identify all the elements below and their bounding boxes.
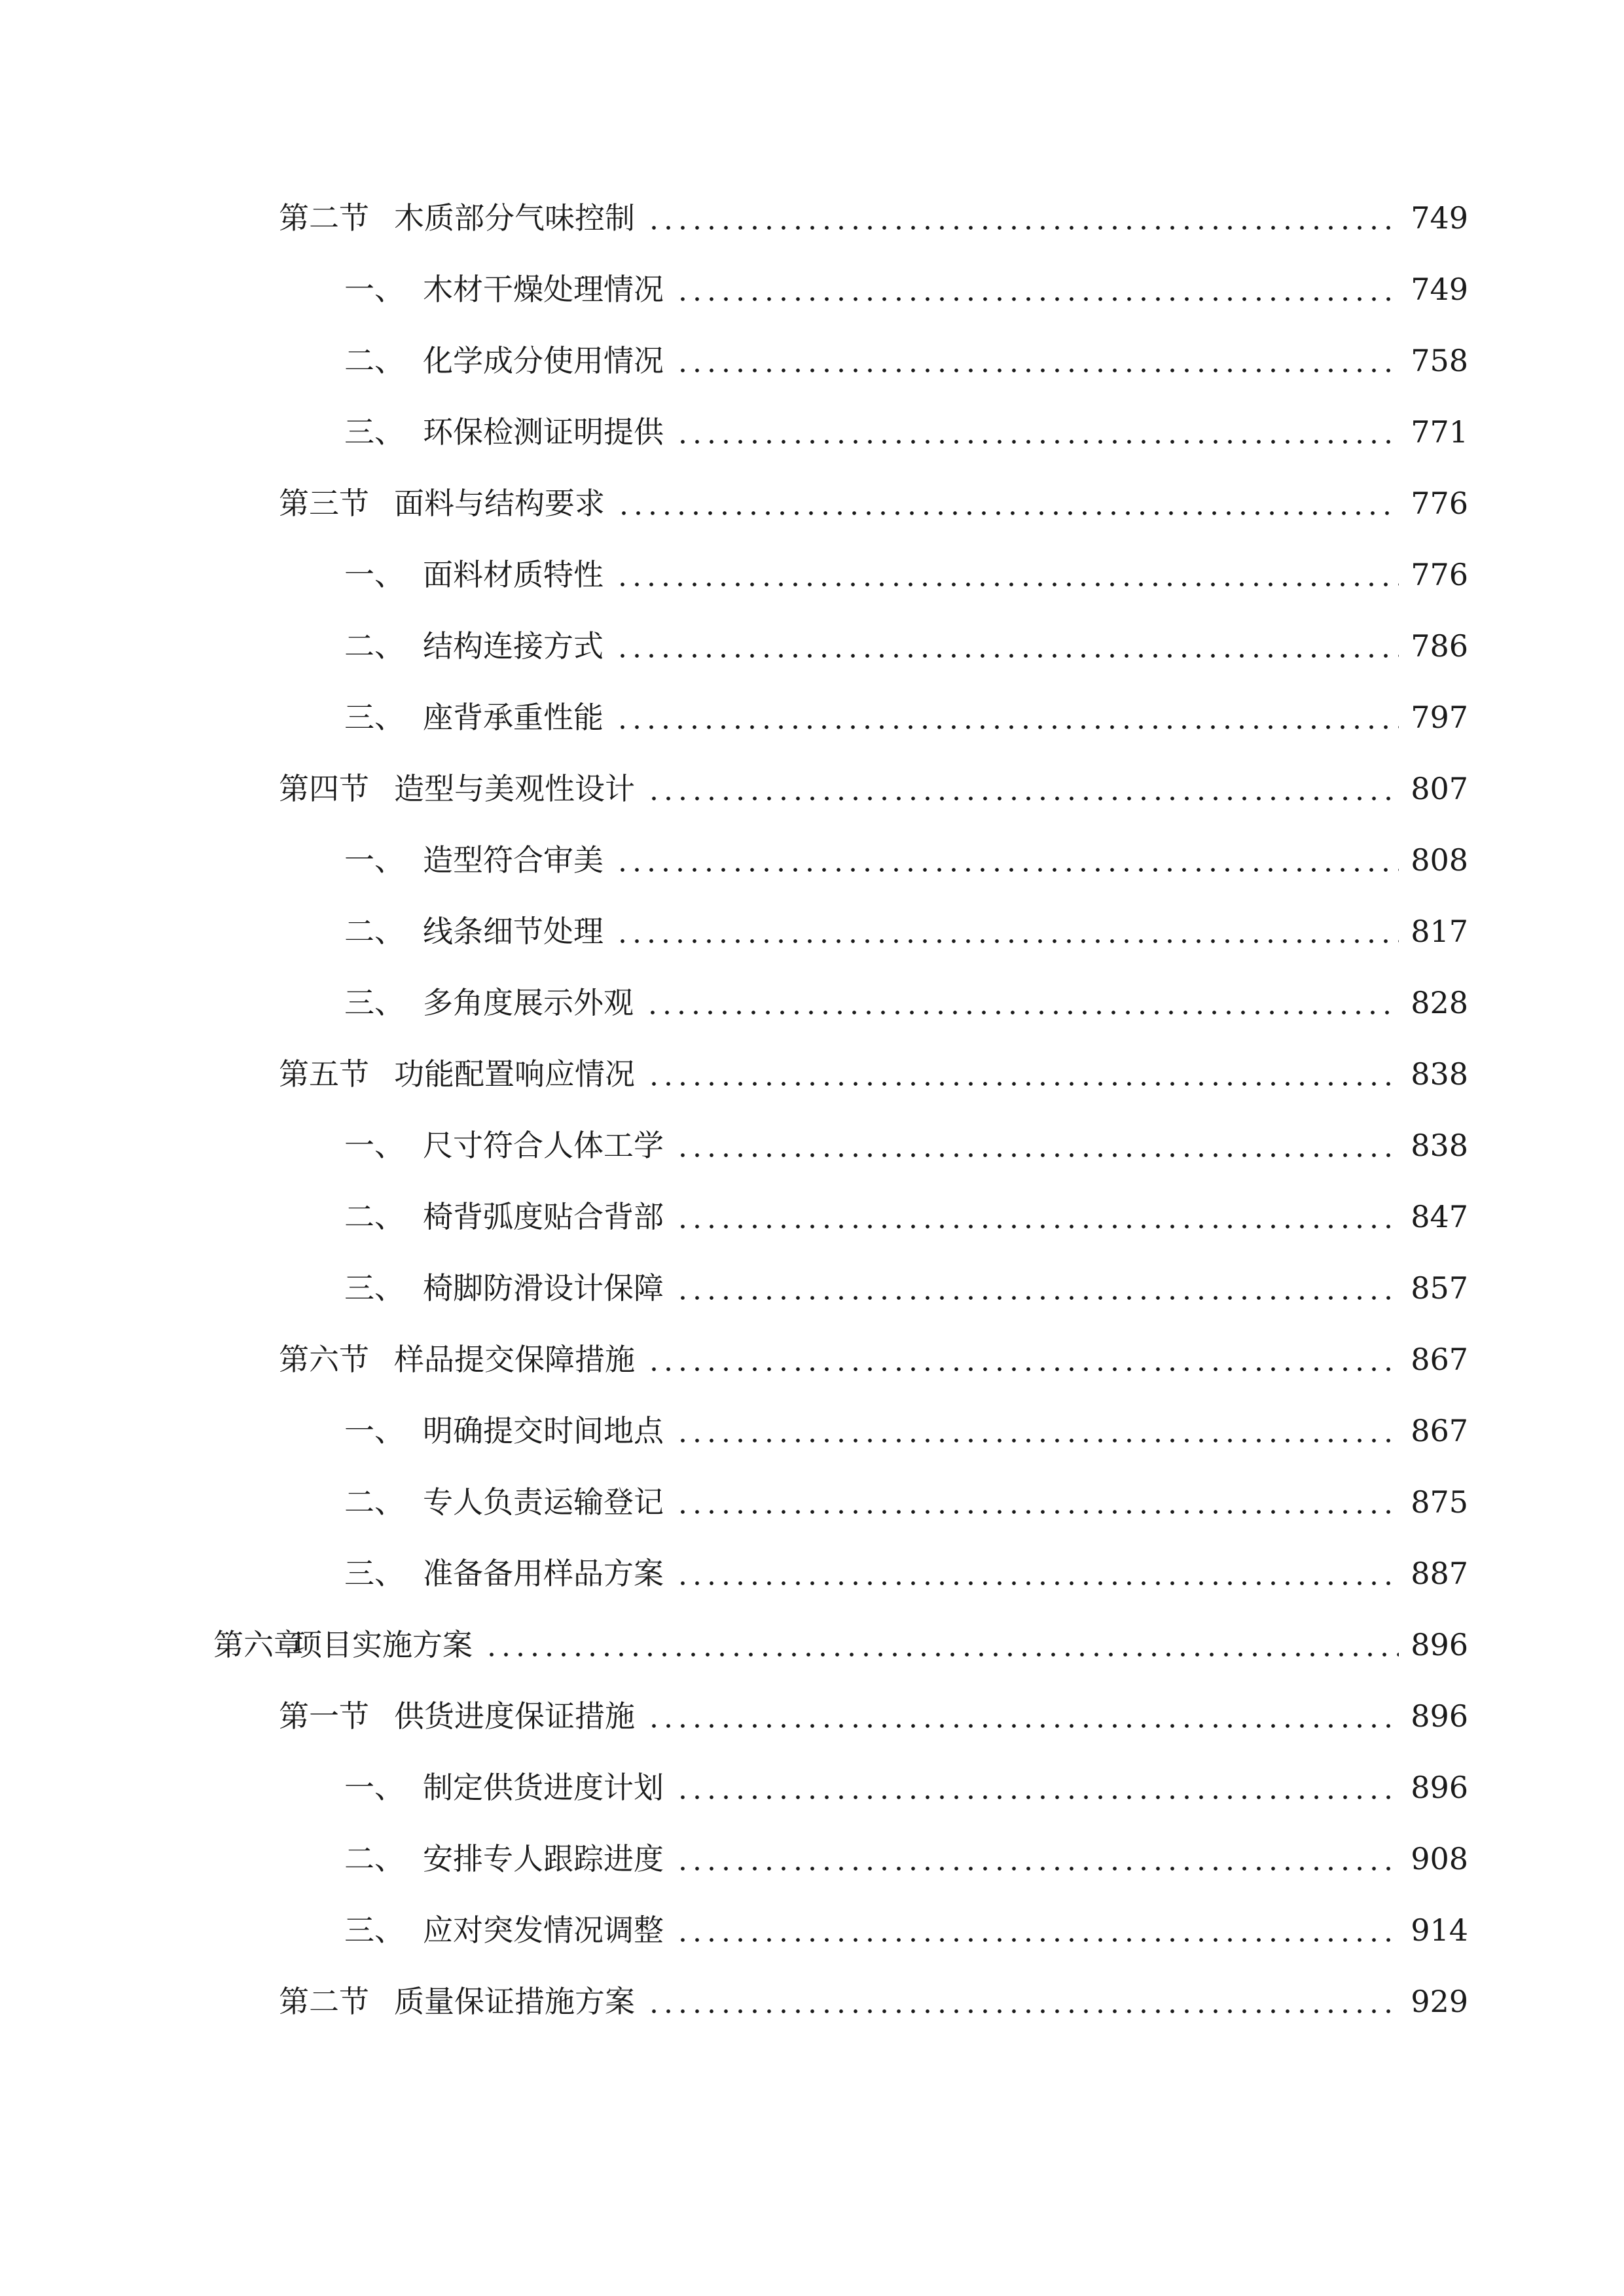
- toc-entry-number: 三、: [344, 1912, 405, 1948]
- toc-entry[interactable]: [279, 192, 1468, 244]
- toc-entry[interactable]: [344, 1191, 1468, 1243]
- toc-entry-page: 786: [1411, 628, 1468, 664]
- toc-entry-page: 896: [1411, 1627, 1468, 1662]
- dot-leader: [676, 1761, 1399, 1814]
- toc-entry-number: 三、: [344, 700, 405, 735]
- dot-leader: [676, 1904, 1399, 1956]
- toc-entry-title: 座背承重性能: [423, 700, 604, 735]
- toc-entry-number: 一、: [344, 842, 405, 878]
- toc-entry-page: 914: [1411, 1912, 1468, 1948]
- toc-entry-title: 木材干燥处理情况: [423, 272, 664, 307]
- toc-entry-title: 面料材质特性: [423, 557, 604, 592]
- toc-entry[interactable]: [344, 834, 1468, 886]
- toc-entry-title: 木质部分气味控制: [394, 200, 635, 236]
- toc-entry[interactable]: [344, 620, 1468, 672]
- toc-entry-number: 第六节: [279, 1342, 369, 1377]
- toc-entry-page: 908: [1411, 1841, 1468, 1876]
- dot-leader: [484, 1619, 1399, 1671]
- toc-entry[interactable]: [344, 1119, 1468, 1172]
- toc-entry[interactable]: [279, 477, 1468, 529]
- toc-entry-title: 专人负责运输登记: [423, 1484, 664, 1520]
- toc-entry-number: 第三节: [279, 486, 369, 521]
- toc-entry[interactable]: [279, 1048, 1468, 1100]
- toc-entry-page: 808: [1411, 842, 1468, 878]
- toc-entry-title: 准备备用样品方案: [423, 1556, 664, 1591]
- toc-entry[interactable]: [344, 334, 1468, 387]
- toc-entry-number: 第一节: [279, 1698, 369, 1734]
- toc-entry-number: 第四节: [279, 771, 369, 806]
- toc-entry[interactable]: [344, 1904, 1468, 1956]
- dot-leader: [676, 1476, 1399, 1528]
- toc-entry[interactable]: [344, 1405, 1468, 1457]
- toc-entry-title: 多角度展示外观: [423, 985, 634, 1020]
- dot-leader: [647, 1690, 1399, 1742]
- toc-entry-title: 造型符合审美: [423, 842, 604, 878]
- dot-leader: [676, 1119, 1399, 1172]
- toc-entry-page: 887: [1411, 1556, 1468, 1591]
- toc-entry[interactable]: [344, 905, 1468, 958]
- toc-entry-page: 838: [1411, 1056, 1468, 1092]
- toc-entry-title: 尺寸符合人体工学: [423, 1128, 664, 1163]
- dot-leader: [676, 334, 1399, 387]
- dot-leader: [647, 1975, 1399, 2028]
- toc-entry-page: 847: [1411, 1199, 1468, 1234]
- dot-leader: [676, 1262, 1399, 1314]
- toc-entry-number: 二、: [344, 1841, 405, 1876]
- toc-entry-page: 867: [1411, 1342, 1468, 1377]
- toc-entry[interactable]: [344, 263, 1468, 315]
- toc-entry-title: 造型与美观性设计: [394, 771, 635, 806]
- dot-leader: [647, 1048, 1399, 1100]
- toc-entry-number: 一、: [344, 272, 405, 307]
- toc-entry-page: 896: [1411, 1770, 1468, 1805]
- dot-leader: [615, 691, 1399, 744]
- toc-entry-title: 椅脚防滑设计保障: [423, 1270, 664, 1306]
- toc-entry-title: 椅背弧度贴合背部: [423, 1199, 664, 1234]
- toc-entry-page: 896: [1411, 1698, 1468, 1734]
- toc-entry-page: 828: [1411, 985, 1468, 1020]
- toc-entry-page: 929: [1411, 1984, 1468, 2019]
- toc-entry-number: 三、: [344, 985, 405, 1020]
- toc-entry[interactable]: [344, 1547, 1468, 1600]
- toc-entry-title: 线条细节处理: [423, 914, 604, 949]
- toc-entry-title: 供货进度保证措施: [394, 1698, 635, 1734]
- toc-entry-page: 797: [1411, 700, 1468, 735]
- toc-entry[interactable]: [344, 1262, 1468, 1314]
- toc-entry-page: 771: [1411, 414, 1468, 450]
- toc-entry-page: 758: [1411, 343, 1468, 378]
- toc-entry-title: 明确提交时间地点: [423, 1413, 664, 1448]
- toc-entry-page: 817: [1411, 914, 1468, 949]
- toc-entry-number: 二、: [344, 343, 405, 378]
- toc-entry-title: 结构连接方式: [423, 628, 604, 664]
- toc-entry-title: 项目实施方案: [292, 1627, 473, 1662]
- toc-entry-page: 807: [1411, 771, 1468, 806]
- toc-entry-title: 环保检测证明提供: [423, 414, 664, 450]
- toc-entry[interactable]: [279, 1690, 1468, 1742]
- dot-leader: [676, 263, 1399, 315]
- toc-entry[interactable]: [344, 1761, 1468, 1814]
- toc-entry-page: 875: [1411, 1484, 1468, 1520]
- toc-entry-page: 776: [1411, 486, 1468, 521]
- toc-entry-number: 一、: [344, 1128, 405, 1163]
- dot-leader: [676, 1833, 1399, 1885]
- toc-entry-title: 功能配置响应情况: [394, 1056, 635, 1092]
- toc-entry-page: 857: [1411, 1270, 1468, 1306]
- toc-entry-page: 776: [1411, 557, 1468, 592]
- toc-entry-title: 制定供货进度计划: [423, 1770, 664, 1805]
- toc-entry-title: 面料与结构要求: [394, 486, 605, 521]
- toc-entry-title: 化学成分使用情况: [423, 343, 664, 378]
- toc-entry-number: 第二节: [279, 200, 369, 236]
- toc-entry-number: 二、: [344, 1484, 405, 1520]
- toc-entry-number: 二、: [344, 1199, 405, 1234]
- toc-entry-number: 第五节: [279, 1056, 369, 1092]
- toc-entry-title: 样品提交保障措施: [394, 1342, 635, 1377]
- toc-entry[interactable]: [213, 1619, 1468, 1671]
- toc-entry-title: 质量保证措施方案: [394, 1984, 635, 2019]
- toc-entry-page: 749: [1411, 200, 1468, 236]
- toc-entry[interactable]: [279, 762, 1468, 815]
- toc-entry[interactable]: [344, 691, 1468, 744]
- dot-leader: [615, 834, 1399, 886]
- toc-entry[interactable]: [344, 548, 1468, 601]
- toc-entry-title: 应对突发情况调整: [423, 1912, 664, 1948]
- toc-entry-title: 安排专人跟踪进度: [423, 1841, 664, 1876]
- dot-leader: [647, 762, 1399, 815]
- toc-entry-number: 三、: [344, 414, 405, 450]
- dot-leader: [615, 620, 1399, 672]
- toc-entry-number: 第六章: [213, 1627, 304, 1662]
- toc-entry[interactable]: [344, 1833, 1468, 1885]
- dot-leader: [676, 1405, 1399, 1457]
- dot-leader: [676, 406, 1399, 458]
- toc-entry[interactable]: [344, 1476, 1468, 1528]
- toc-entry-number: 一、: [344, 1413, 405, 1448]
- dot-leader: [676, 1547, 1399, 1600]
- dot-leader: [617, 477, 1399, 529]
- toc-entry[interactable]: [344, 977, 1468, 1029]
- toc-entry-page: 838: [1411, 1128, 1468, 1163]
- toc-entry-number: 二、: [344, 628, 405, 664]
- toc-entry[interactable]: [344, 406, 1468, 458]
- toc-entry-page: 749: [1411, 272, 1468, 307]
- toc-entry-page: 867: [1411, 1413, 1468, 1448]
- dot-leader: [676, 1191, 1399, 1243]
- dot-leader: [615, 548, 1399, 601]
- toc-entry-number: 第二节: [279, 1984, 369, 2019]
- toc-entry[interactable]: [279, 1333, 1468, 1386]
- toc-entry-number: 三、: [344, 1270, 405, 1306]
- dot-leader: [615, 905, 1399, 958]
- toc-entry-number: 二、: [344, 914, 405, 949]
- toc-entry-number: 一、: [344, 1770, 405, 1805]
- dot-leader: [645, 977, 1399, 1029]
- toc-entry[interactable]: [279, 1975, 1468, 2028]
- dot-leader: [647, 1333, 1399, 1386]
- toc-entry-number: 三、: [344, 1556, 405, 1591]
- toc-entry-number: 一、: [344, 557, 405, 592]
- dot-leader: [647, 192, 1399, 244]
